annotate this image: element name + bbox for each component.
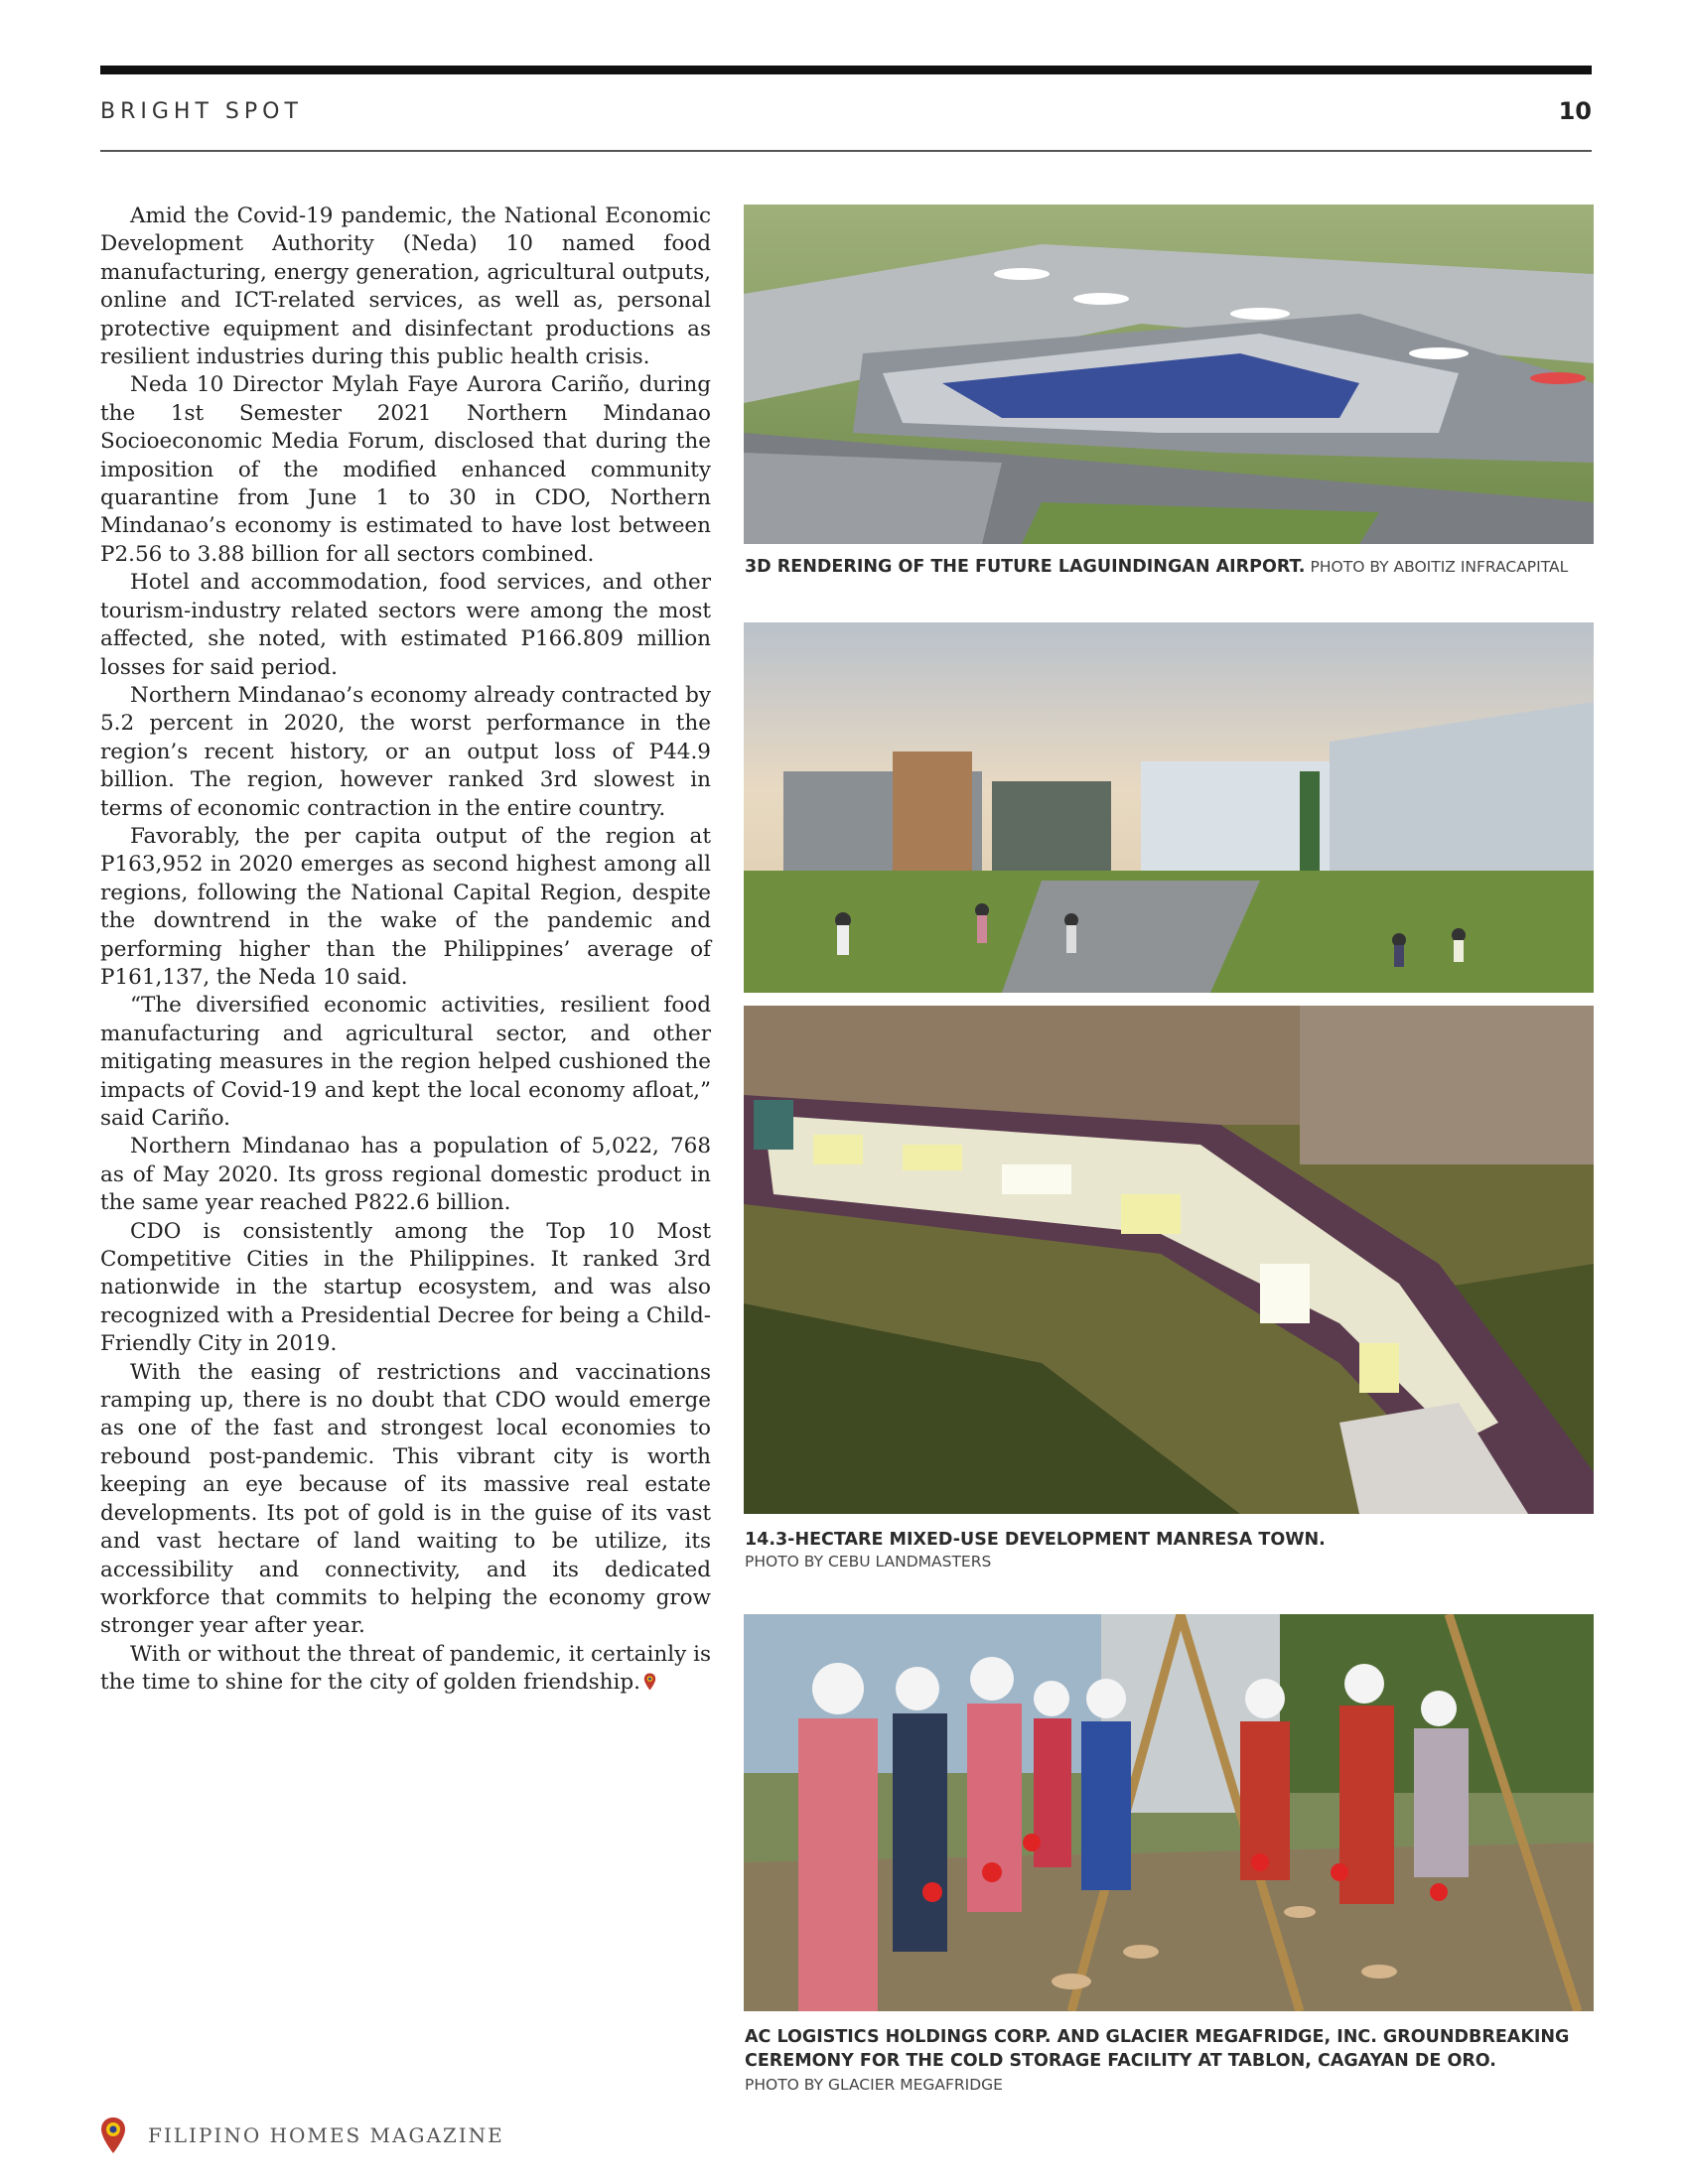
groundbreaking-photo: [744, 1614, 1594, 2011]
article-paragraph: Amid the Covid-19 pandemic, the National Economic Development Authority (Neda) 10 named food manufacturing, energy generation, agricultural outputs, online and ICT-related services, as well as, personal protective equipment and disinfectant productions as resilient industries during this public health crisis.: [100, 204, 711, 370]
article-paragraph: With the easing of restrictions and vaccinations ramping up, there is no doubt that CDO would emerge as one of the fast and strongest local economies to rebound post-pandemic. This vibrant city is worth keeping an eye because of its massive real estate developments. Its pot of gold is in the guise of its vast and vast hectare of land waiting to be utilize, its accessibility and connectivity, and its dedicated workforce that commits to helping the economy grow stronger year after year.: [100, 1359, 711, 1639]
article-paragraph: Northern Mindanao has a population of 5,022, 768 as of May 2020. Its gross regional domestic product in the same year reached P822.6 billion.: [100, 1134, 711, 1216]
location-pin-icon: [100, 2116, 126, 2154]
campus-rendering-photo: [744, 622, 1594, 993]
article-paragraph-text: With or without the threat of pandemic, it certainly is the time to shine for the city of golden friendship.: [100, 1641, 711, 1696]
article-paragraph: CDO is consistently among the Top 10 Most Competitive Cities in the Philippines. It ranked 3rd nationwide in the startup ecosystem, and was also recognized with a Presidential Decree for being a Child-Friendly City in 2019.: [100, 1218, 711, 1357]
caption-credit: PHOTO BY GLACIER MEGAFRIDGE: [745, 2076, 1003, 2094]
caption-title: 3D RENDERING OF THE FUTURE LAGUINDINGAN AIRPORT.: [745, 557, 1306, 577]
header-rule: [100, 150, 1592, 152]
footer: [100, 2116, 504, 2154]
page-number: 10: [1558, 97, 1592, 125]
caption-credit: PHOTO BY CEBU LANDMASTERS: [745, 1553, 992, 1570]
manresa-caption: [745, 1529, 1599, 1572]
article-paragraph: Hotel and accommodation, food services, and other tourism-industry related sectors were among the most affected, she noted, with estimated P166.809 million losses for said period.: [100, 570, 711, 680]
location-pin-icon: [643, 1673, 656, 1691]
article-paragraph: Favorably, the per capita output of the region at P163,952 in 2020 emerges as second highest among all regions, following the National Capital Region, despite the downtrend in the wake of the pandemic and performing higher than the Philippines’ average of P161,137, the Neda 10 said.: [100, 823, 711, 990]
article-last-paragraph: [100, 1641, 711, 1698]
airport-caption: [745, 557, 1599, 577]
magazine-name: FILIPINO HOMES MAGAZINE: [148, 2123, 504, 2147]
caption-title-line-1: AC LOGISTICS HOLDINGS CORP. AND GLACIER MEGAFRIDGE, INC. GROUNDBREAKING: [745, 2027, 1570, 2047]
caption-title: 14.3-HECTARE MIXED-USE DEVELOPMENT MANRESA TOWN.: [745, 1530, 1326, 1550]
article-paragraph: Northern Mindanao’s economy already contracted by 5.2 percent in 2020, the worst performance in the region’s recent history, or an output loss of P44.9 billion. The region, however ranked 3rd slowest in terms of economic contraction in the entire country.: [100, 682, 711, 821]
airport-rendering-photo: [744, 205, 1594, 544]
manresa-aerial-photo: [744, 1006, 1594, 1514]
top-rule: [100, 66, 1592, 74]
groundbreaking-caption: [745, 2025, 1599, 2097]
caption-credit: PHOTO BY ABOITIZ INFRACAPITAL: [1310, 558, 1569, 576]
article-body: [100, 203, 711, 1698]
caption-title-line-2: CEREMONY FOR THE COLD STORAGE FACILITY AT TABLON, CAGAYAN DE ORO.: [745, 2051, 1496, 2071]
article-paragraph: Neda 10 Director Mylah Faye Aurora Cariño, during the 1st Semester 2021 Northern Mindanao Socioeconomic Media Forum, disclosed that during the imposition of the modified enhanced community quarantine from June 1 to 30 in CDO, Northern Mindanao’s economy is estimated to have lost between P2.56 to 3.88 billion for all sectors combined.: [100, 372, 711, 567]
section-label: BRIGHT SPOT: [100, 99, 303, 124]
article-paragraph: “The diversified economic activities, resilient food manufacturing and agricultural sector, and other mitigating measures in the region helped cushioned the impacts of Covid-19 and kept the local economy afloat,” said Cariño.: [100, 993, 711, 1131]
